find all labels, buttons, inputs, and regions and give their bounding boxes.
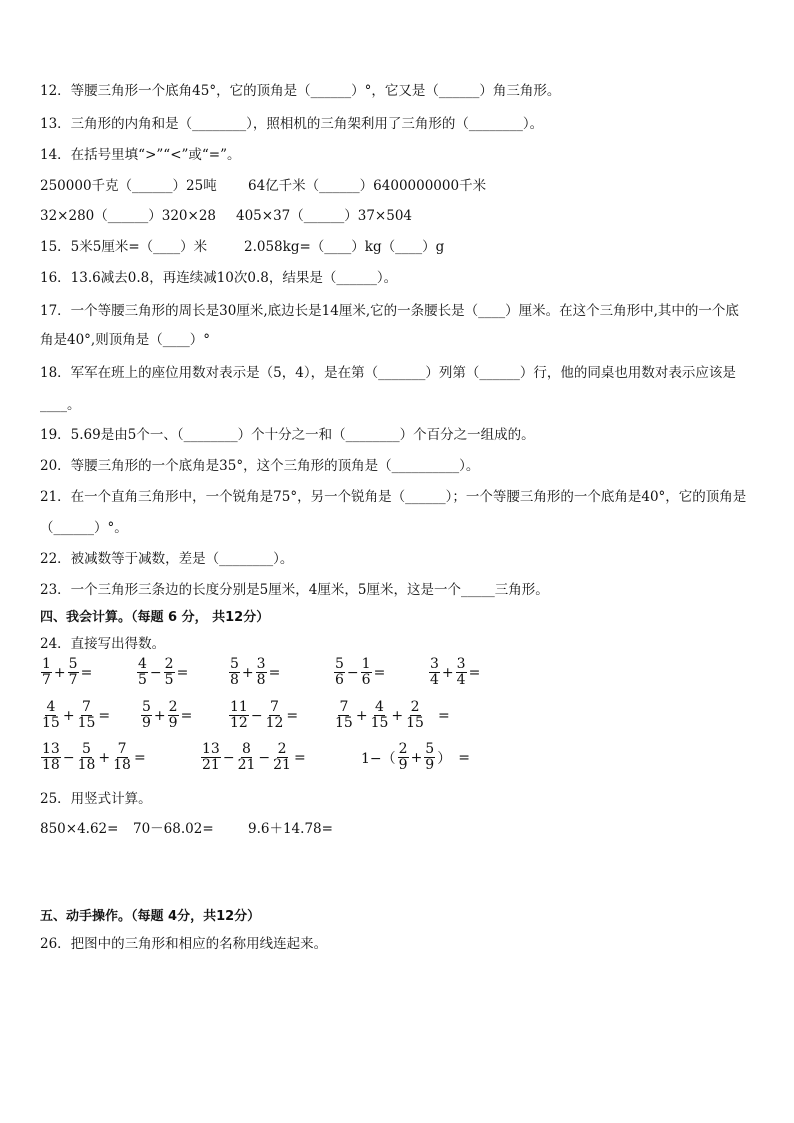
question-25: 25．用竖式计算。 <box>40 791 152 807</box>
question-19: 19．5.69是由5个一、（________）个十分之一和（________）个百分之一组成的。 <box>40 427 535 443</box>
numerator: 8 <box>242 741 251 757</box>
equals-sign: = <box>458 749 470 766</box>
denominator: 9 <box>168 715 178 731</box>
numerator: 2 <box>410 699 420 715</box>
question-14-c: 32×280（______）320×28 <box>40 208 217 224</box>
fraction <box>272 742 292 773</box>
fraction <box>112 742 132 773</box>
question-14: 14．在括号里填“>”“<”或“=”。 <box>40 147 241 163</box>
fraction <box>424 742 435 773</box>
numerator: 4 <box>375 699 384 715</box>
denominator: 5 <box>164 672 174 688</box>
section-5-title: 五、动手操作。（每题 4分，共12分） <box>40 909 261 924</box>
question-26: 26．把图中的三角形和相应的名称用线连起来。 <box>40 936 328 952</box>
fraction <box>164 657 175 688</box>
operator: + <box>98 749 111 766</box>
equals-sign: = <box>80 664 93 681</box>
numerator: 5 <box>425 741 435 757</box>
question-20: 20．等腰三角形的一个底角是35°，这个三角形的顶角是（__________）。 <box>40 458 480 474</box>
denominator: 21 <box>202 757 220 773</box>
denominator: 5 <box>138 672 147 688</box>
fraction-expression <box>200 742 307 773</box>
numerator: 4 <box>46 699 56 715</box>
question-17-line1: 17．一个等腰三角形的周长是30厘米,底边长是14厘米,它的一条腰长是（____）厘米。在这个三角形中,其中的一个底 <box>40 303 739 319</box>
fraction <box>201 742 221 773</box>
question-16: 16．13.6减去0.8，再连续减10次0.8，结果是（______）。 <box>40 270 398 286</box>
fraction <box>229 657 240 688</box>
fraction <box>456 657 467 688</box>
numerator: 2 <box>398 741 408 757</box>
question-24: 24．直接写出得数。 <box>40 636 166 652</box>
numerator: 1 <box>42 656 51 672</box>
denominator: 7 <box>68 672 78 688</box>
question-14-d: 405×37（______）37×504 <box>236 208 413 224</box>
numerator: 3 <box>456 656 466 672</box>
operator: + <box>53 664 66 681</box>
denominator: 9 <box>398 757 408 773</box>
numerator: 11 <box>230 699 248 715</box>
fraction <box>141 700 152 731</box>
fraction <box>41 742 61 773</box>
numerator: 13 <box>202 741 220 757</box>
fraction <box>256 657 267 688</box>
numerator: 3 <box>430 656 439 672</box>
equals-sign: = <box>437 707 450 724</box>
denominator: 12 <box>230 715 248 731</box>
numerator: 5 <box>68 656 78 672</box>
question-22: 22．被减数等于减数，差是（________）。 <box>40 551 294 567</box>
fraction-expression <box>40 700 111 731</box>
fraction <box>168 700 179 731</box>
denominator: 8 <box>230 672 239 688</box>
fraction <box>41 657 52 688</box>
question-14-b: 64亿千米（______）6400000000千米 <box>248 178 487 194</box>
numerator: 3 <box>256 656 266 672</box>
operator: + <box>153 707 166 724</box>
fraction <box>334 657 345 688</box>
operator: + <box>355 707 368 724</box>
operator: + <box>441 664 454 681</box>
denominator: 18 <box>42 757 60 773</box>
fraction <box>429 657 440 688</box>
numerator: 7 <box>82 699 91 715</box>
numerator: 5 <box>142 699 151 715</box>
denominator: 21 <box>273 757 291 773</box>
fraction-expression <box>140 700 193 731</box>
denominator: 21 <box>237 757 256 773</box>
calc-1: 850×4.62= <box>40 821 119 837</box>
fraction <box>237 742 257 773</box>
denominator: 18 <box>77 757 96 773</box>
denominator: 9 <box>142 715 151 731</box>
equals-sign: = <box>180 707 193 724</box>
operator: − <box>346 664 359 681</box>
operator: − <box>222 749 235 766</box>
numerator: 4 <box>138 656 147 672</box>
denominator: 6 <box>335 672 344 688</box>
question-23: 23．一个三角形三条边的长度分别是5厘米，4厘米，5厘米，这是一个_____三角形。 <box>40 582 549 598</box>
denominator: 4 <box>430 672 439 688</box>
numerator: 5 <box>82 741 91 757</box>
numerator: 1 <box>361 656 371 672</box>
question-12: 12．等腰三角形一个底角45°，它的顶角是（______）°，它又是（______）角三角形。 <box>40 83 561 99</box>
equals-sign: = <box>373 664 386 681</box>
fraction <box>370 700 390 731</box>
operator: + <box>391 707 404 724</box>
question-18-line1: 18．军军在班上的座位用数对表示是（5，4），是在第（_______）列第（______）行，他的同桌也用数对表示应该是 <box>40 365 736 381</box>
denominator: 9 <box>425 757 435 773</box>
fraction <box>229 700 249 731</box>
denominator: 15 <box>406 715 424 731</box>
equals-sign: = <box>268 664 281 681</box>
fraction-expression <box>428 657 481 688</box>
denominator: 4 <box>456 672 466 688</box>
fraction-expression <box>136 657 189 688</box>
fraction-expression <box>333 700 451 731</box>
section-4-title: 四、我会计算。（每题 6 分， 共12分） <box>40 610 270 625</box>
suffix: ） <box>437 750 452 767</box>
denominator: 15 <box>77 715 96 731</box>
denominator: 7 <box>42 672 51 688</box>
operator: − <box>149 664 162 681</box>
numerator: 13 <box>42 741 60 757</box>
fraction <box>398 742 409 773</box>
equals-sign: = <box>176 664 189 681</box>
question-15-a: 15．5米5厘米=（____）米 <box>40 239 208 255</box>
fraction <box>68 657 79 688</box>
question-21-line1: 21．在一个直角三角形中，一个锐角是75°，另一个锐角是（______）；一个等腰三角形的一个底角是40°，它的顶角是 <box>40 489 747 505</box>
question-14-a: 250000千克（______）25吨 <box>40 178 217 194</box>
denominator: 8 <box>256 672 266 688</box>
fraction-expression <box>228 700 299 731</box>
operator: − <box>250 707 263 724</box>
fraction <box>405 700 425 731</box>
fraction <box>137 657 148 688</box>
numerator: 5 <box>335 656 344 672</box>
operator: − <box>258 749 271 766</box>
fraction-expression <box>360 742 471 773</box>
equals-sign: = <box>286 707 299 724</box>
fraction-expression <box>40 657 93 688</box>
fraction <box>265 700 285 731</box>
numerator: 2 <box>168 699 178 715</box>
numerator: 5 <box>230 656 239 672</box>
numerator: 2 <box>277 741 287 757</box>
fraction-expression <box>40 742 147 773</box>
fraction-expression <box>228 657 281 688</box>
denominator: 6 <box>361 672 371 688</box>
denominator: 15 <box>42 715 60 731</box>
denominator: 18 <box>113 757 131 773</box>
operator: + <box>410 749 423 766</box>
numerator: 7 <box>117 741 127 757</box>
operator: − <box>62 749 75 766</box>
question-21-line2: （______）°。 <box>40 520 128 536</box>
prefix: 1−（ <box>361 750 396 767</box>
operator: + <box>62 707 75 724</box>
equals-sign: = <box>293 749 306 766</box>
numerator: 2 <box>164 656 174 672</box>
numerator: 7 <box>339 699 349 715</box>
question-15-b: 2.058kg=（____）kg（____）g <box>244 239 445 255</box>
calc-2: 70－68.02= <box>133 821 214 837</box>
fraction <box>77 742 97 773</box>
fraction <box>41 700 61 731</box>
fraction <box>77 700 97 731</box>
numerator: 7 <box>270 699 279 715</box>
denominator: 12 <box>265 715 284 731</box>
question-18-line2: ____。 <box>40 397 81 413</box>
fraction <box>361 657 372 688</box>
equals-sign: = <box>98 707 111 724</box>
question-13: 13．三角形的内角和是（________），照相机的三角架利用了三角形的（________）。 <box>40 116 544 132</box>
fraction-expression <box>333 657 386 688</box>
question-17-line2: 角是40°,则顶角是（____）° <box>40 332 210 348</box>
denominator: 15 <box>335 715 353 731</box>
calc-3: 9.6＋14.78= <box>248 821 333 837</box>
denominator: 15 <box>370 715 389 731</box>
equals-sign: = <box>133 749 146 766</box>
operator: + <box>241 664 254 681</box>
equals-sign: = <box>468 664 481 681</box>
fraction <box>334 700 354 731</box>
